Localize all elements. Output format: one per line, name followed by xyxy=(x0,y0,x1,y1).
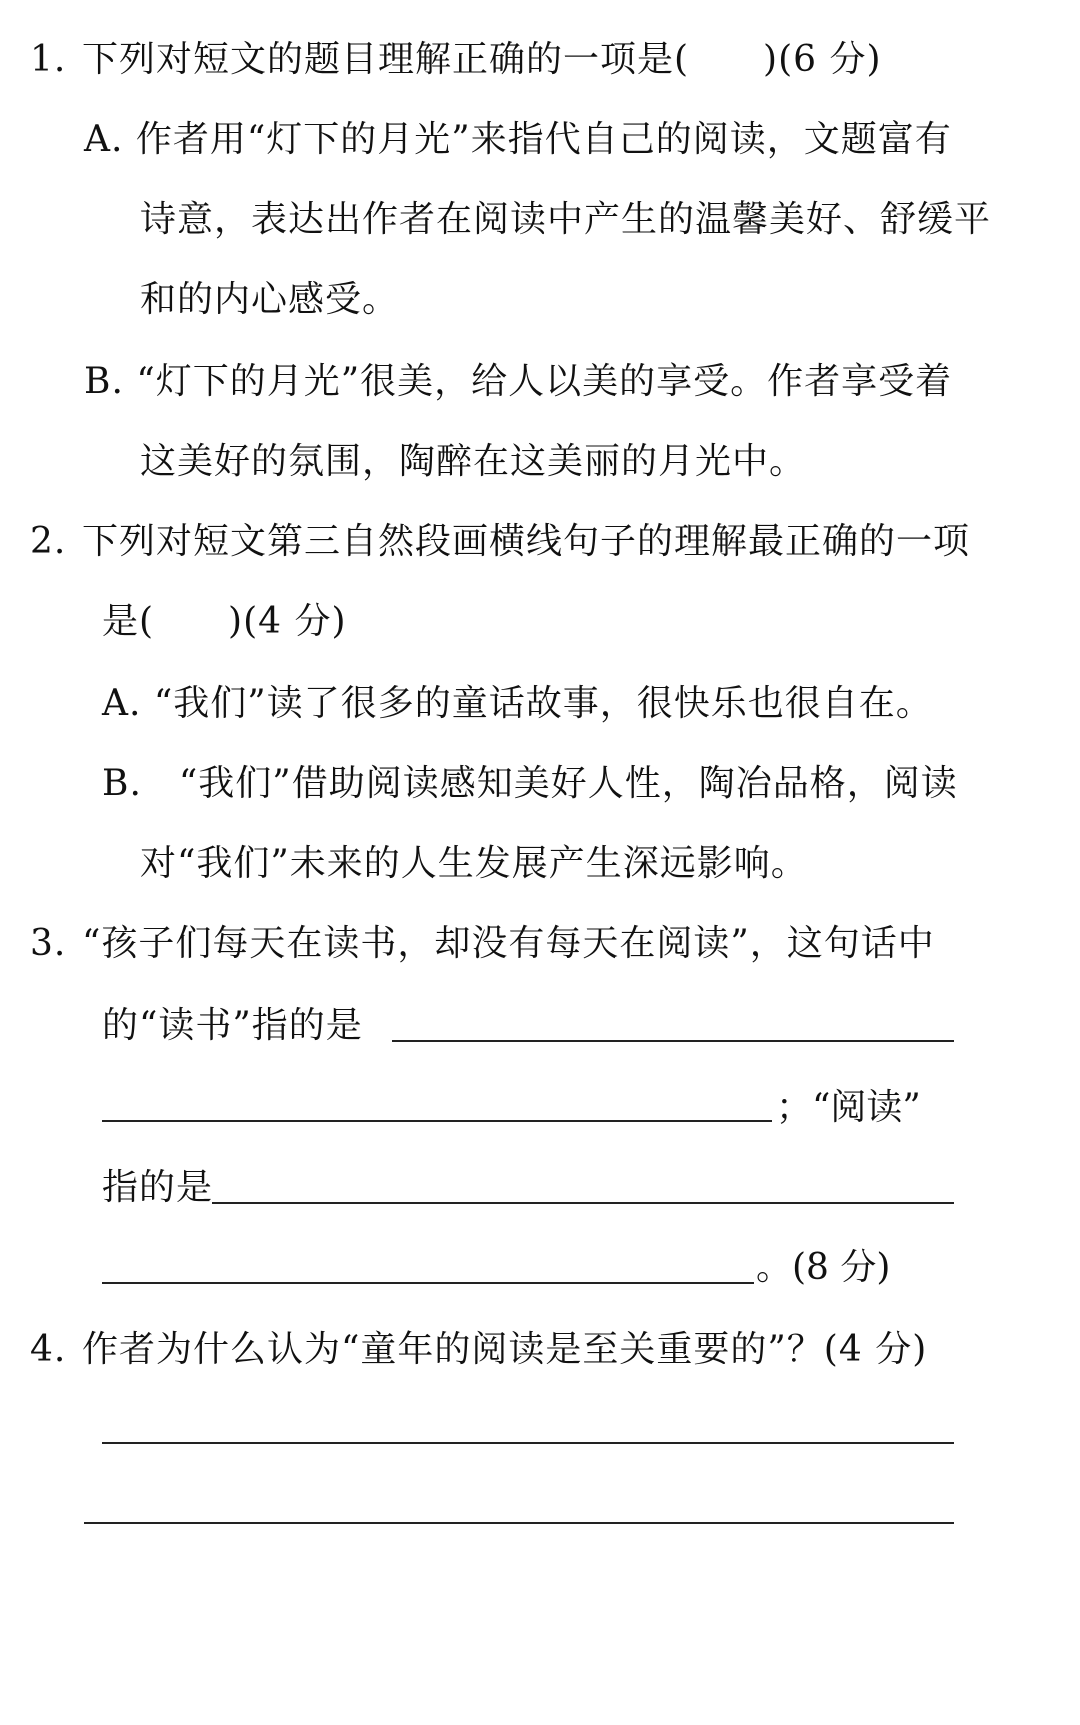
question-1-option-b-line-2: 这美好的氛围，陶醉在这美丽的月光中。 xyxy=(140,441,807,482)
question-2-number: 2. xyxy=(30,521,67,562)
question-2-text: 下列对短文第三自然段画横线句子的理解最正确的一项 xyxy=(82,521,971,562)
question-3-score: 。(8 分) xyxy=(756,1247,891,1288)
question-1-option-a-line-1: A. 作者用“灯下的月光”来指代自己的阅读，文题富有 xyxy=(84,119,952,160)
question-4-text: 作者为什么认为“童年的阅读是至关重要的”？(4 分) xyxy=(82,1329,928,1370)
question-2-option-b-line-2: 对“我们”未来的人生发展产生深远影响。 xyxy=(140,843,808,884)
question-3-number: 3. xyxy=(30,923,67,964)
question-2-stem-line-1 xyxy=(30,518,970,566)
question-2-option-b-line-1: B. “我们”借助阅读感知美好人性，陶冶品格，阅读 xyxy=(102,763,958,804)
question-4-answer-blank-1[interactable] xyxy=(102,1442,954,1444)
question-3-label-reading: ；“阅读” xyxy=(776,1087,921,1128)
question-3-stem-line-1 xyxy=(30,920,935,968)
question-4-answer-blank-2[interactable] xyxy=(84,1522,954,1524)
question-1-number: 1. xyxy=(30,39,67,80)
question-1-text: 下列对短文的题目理解正确的一项是( )(6 分) xyxy=(82,39,882,80)
question-3-answer-blank-2[interactable] xyxy=(102,1120,772,1122)
question-3-text: “孩子们每天在读书，却没有每天在阅读”，这句话中 xyxy=(82,923,935,964)
question-4-number: 4. xyxy=(30,1329,67,1370)
question-3-answer-blank-1[interactable] xyxy=(392,1040,954,1042)
question-1-option-b-line-1: B. “灯下的月光”很美，给人以美的享受。作者享受着 xyxy=(84,361,953,402)
question-3-label-reading-refers: 指的是 xyxy=(102,1167,214,1208)
question-2-stem-line-2: 是( )(4 分) xyxy=(102,601,347,642)
question-1-stem xyxy=(30,36,882,84)
question-1-option-a-line-3: 和的内心感受。 xyxy=(140,279,400,320)
question-1-option-a-line-2: 诗意，表达出作者在阅读中产生的温馨美好、舒缓平 xyxy=(140,199,992,240)
question-3-label-reading-books: 的“读书”指的是 xyxy=(102,1005,363,1046)
question-2-option-a: A. “我们”读了很多的童话故事，很快乐也很自在。 xyxy=(102,683,933,724)
question-4-stem xyxy=(30,1326,927,1374)
question-3-answer-blank-3[interactable] xyxy=(212,1202,954,1204)
question-3-answer-blank-4[interactable] xyxy=(102,1282,754,1284)
